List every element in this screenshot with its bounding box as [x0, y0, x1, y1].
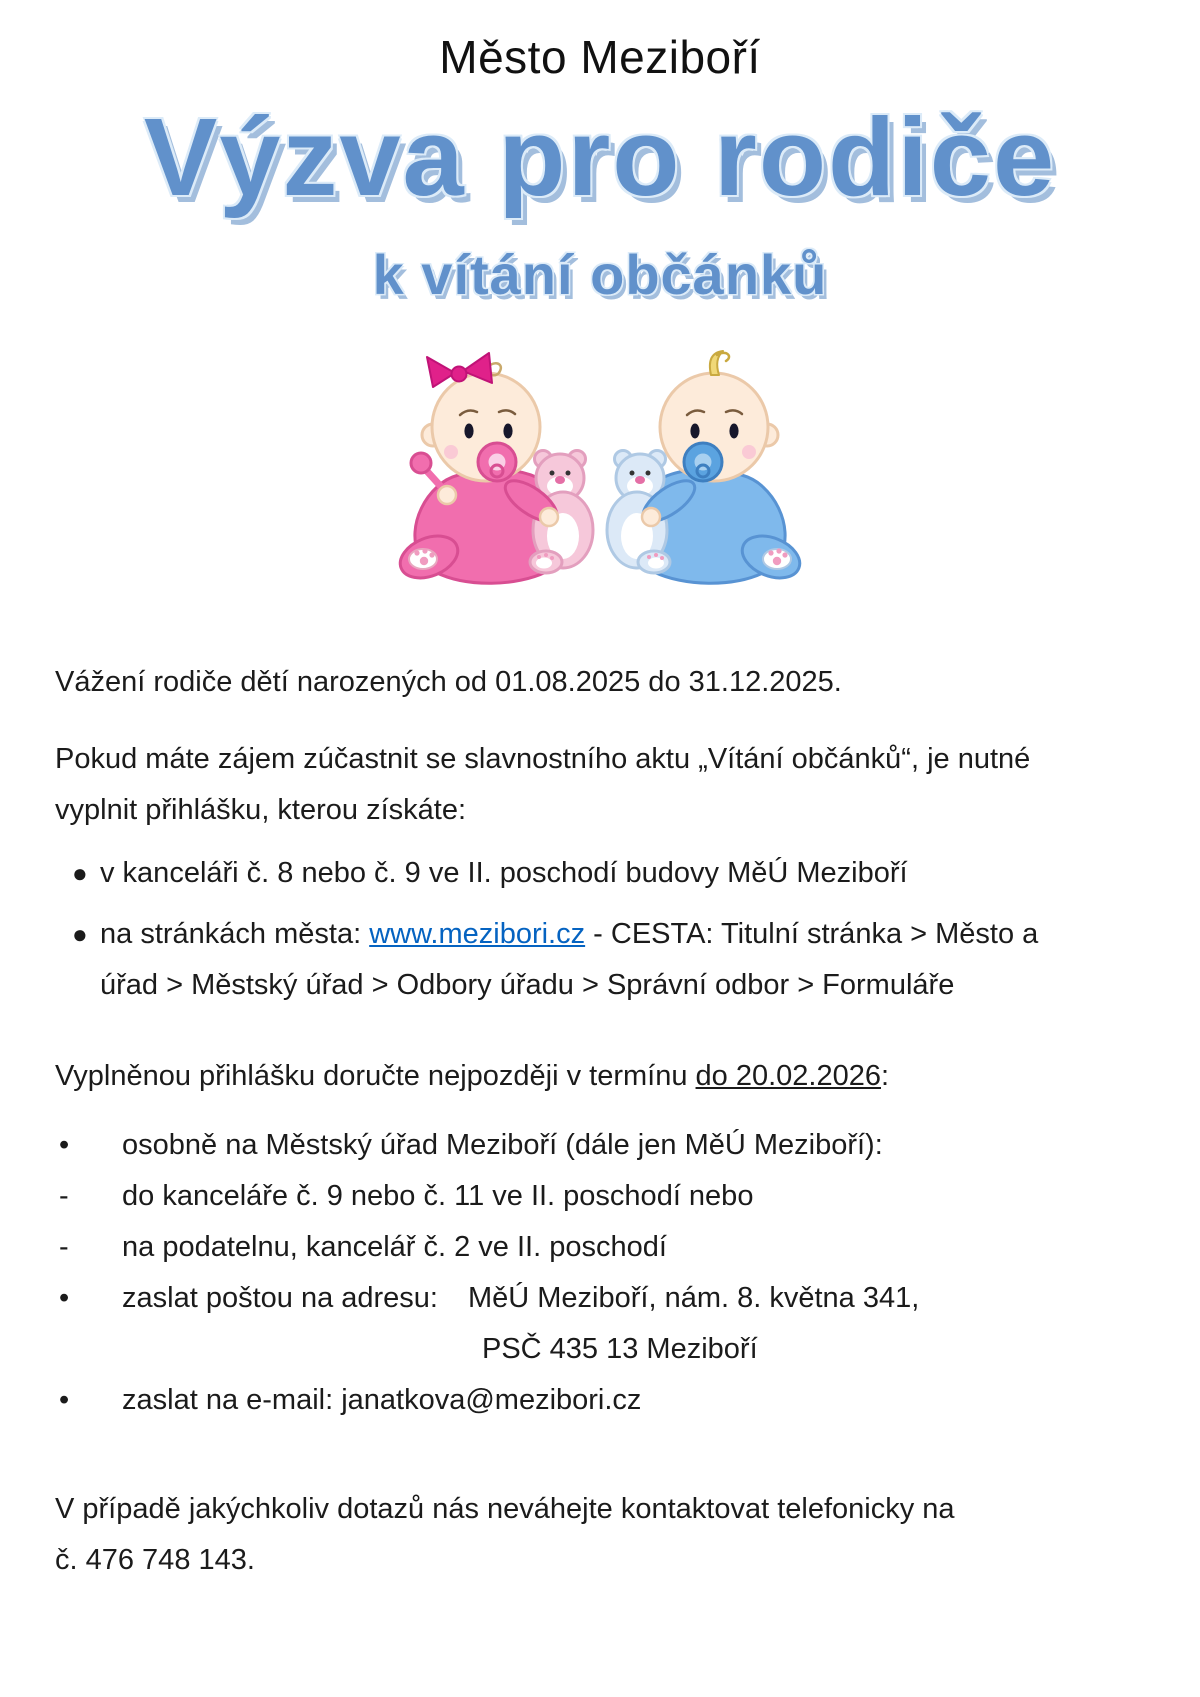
list-item	[55, 909, 1145, 1011]
delivery-by-post	[122, 1273, 1145, 1375]
delivery-in-person: osobně na Městský úřad Meziboří (dále jen MěÚ Meziboří):	[122, 1128, 883, 1161]
page-title: Město Meziboří	[439, 31, 761, 83]
delivery-by-email: zaslat na e-mail: janatkova@mezibori.cz	[122, 1383, 642, 1416]
instructions-paragraph	[55, 734, 1145, 836]
postal-address-line-2: PSČ 435 13 Meziboří	[481, 1332, 758, 1365]
mezibori-website-link[interactable]: www.mezibori.cz	[369, 917, 586, 950]
website-prefix: na stránkách města:	[100, 917, 370, 950]
delivery-office-9-11: do kanceláře č. 9 nebo č. 11 ve II. poschodí nebo	[122, 1179, 754, 1212]
pink-pacifier	[478, 443, 516, 481]
baby-girl-figure	[394, 353, 593, 586]
closing-line-1: V případě jakýchkoliv dotazů nás neváhejte kontaktovat telefonicky na	[55, 1492, 955, 1525]
bullet-icon: •	[59, 1383, 70, 1416]
deadline-prefix: Vyplněnou přihlášku doručte nejpozději v termínu	[55, 1059, 696, 1092]
deadline-date: do 20.02.2026	[695, 1059, 881, 1092]
instructions-line-1: Pokud máte zájem zúčastnit se slavnostního aktu „Vítání občánků“, je nutné	[55, 742, 1031, 775]
list-item	[55, 1171, 1145, 1222]
bullet-icon: •	[59, 1281, 70, 1314]
bullet-icon: •	[59, 1128, 70, 1161]
closing-line-2: č. 476 748 143.	[55, 1543, 255, 1576]
hero-heading: Výzva pro rodiče	[143, 96, 1057, 219]
deadline-paragraph	[55, 1051, 1145, 1102]
list-item	[55, 1273, 1145, 1375]
pickup-options-list	[55, 848, 1145, 1011]
pickup-option-office: v kanceláři č. 8 nebo č. 9 ve II. poschodí budovy MěÚ Meziboří	[100, 856, 908, 889]
website-path-line-1: - CESTA: Titulní stránka > Město a	[585, 917, 1039, 950]
post-label: zaslat poštou na adresu:	[122, 1281, 438, 1314]
blue-pacifier	[684, 443, 722, 481]
closing-paragraph	[55, 1484, 1145, 1586]
list-item	[55, 848, 1145, 899]
dash-icon: -	[59, 1179, 69, 1212]
bullet-icon: ●	[72, 857, 88, 888]
dash-icon: -	[59, 1230, 69, 1263]
website-path-line-2: úřad > Městský úřad > Odbory úřadu > Správní odbor > Formuláře	[100, 968, 955, 1001]
postal-address	[468, 1273, 919, 1375]
deadline-suffix: :	[881, 1059, 890, 1092]
list-item	[55, 1375, 1145, 1426]
list-item	[55, 1120, 1145, 1171]
intro-paragraph: Vážení rodiče dětí narozených od 01.08.2025 do 31.12.2025.	[55, 665, 842, 698]
instructions-line-2: vyplnit přihlášku, kterou získáte:	[55, 793, 467, 826]
pickup-option-website	[100, 909, 1145, 1011]
bullet-icon: ●	[72, 918, 88, 949]
babies-illustration	[365, 349, 835, 587]
list-item	[55, 1222, 1145, 1273]
hero-subheading: k vítání občánků	[372, 242, 828, 306]
baby-boy-figure	[607, 351, 806, 586]
delivery-options-list	[55, 1120, 1145, 1426]
delivery-podatelna: na podatelnu, kancelář č. 2 ve II. poschodí	[122, 1230, 667, 1263]
postal-address-line-1: MěÚ Meziboří, nám. 8. května 341,	[467, 1281, 920, 1314]
